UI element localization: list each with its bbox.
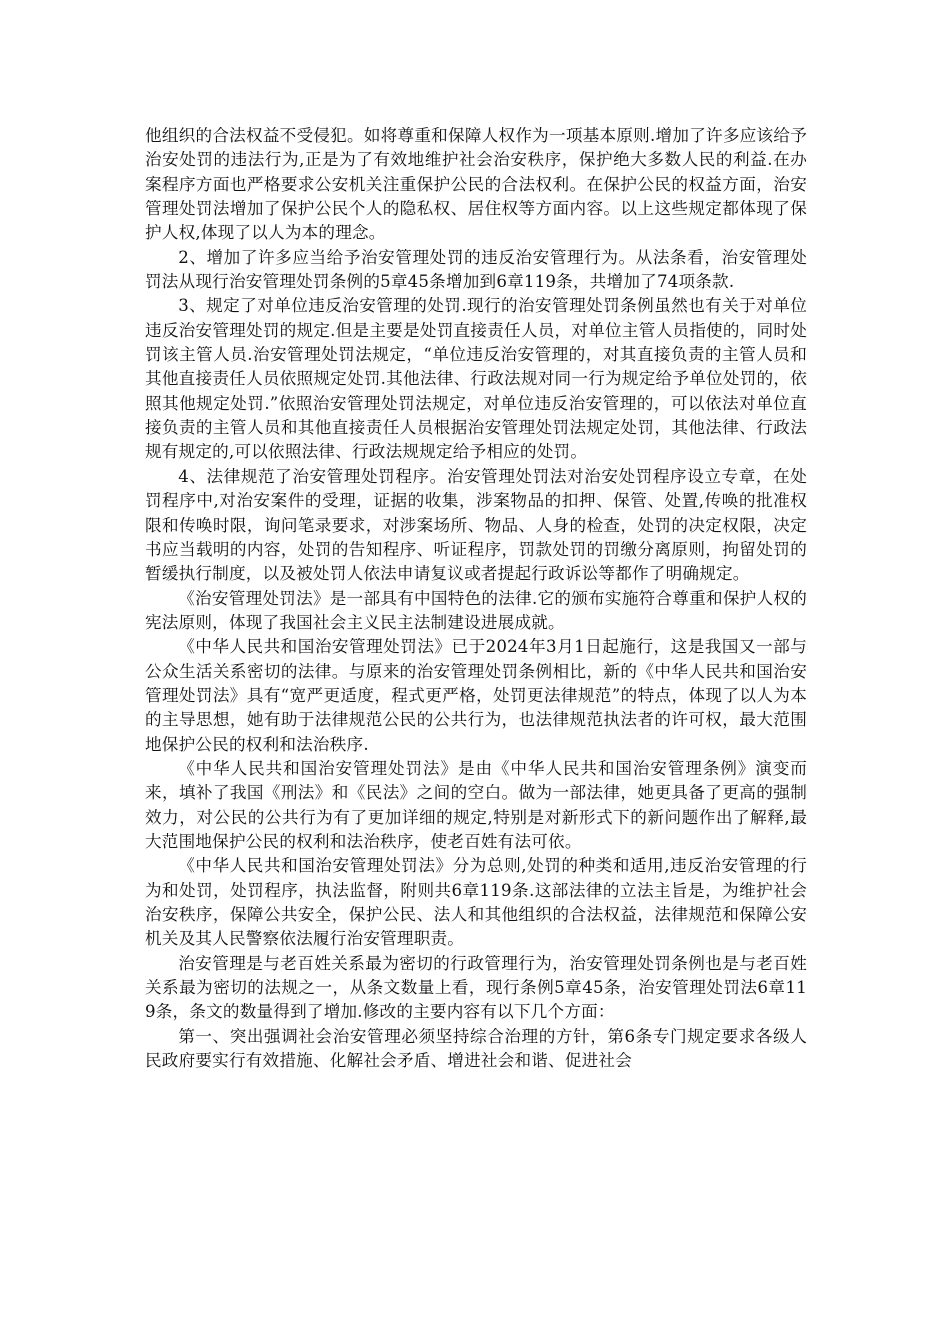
paragraph-5: 《治安管理处罚法》是一部具有中国特色的法律.它的颁布实施符合尊重和保护人权的宪法原则，体现了我国社会主义民主法制建设进展成就。	[145, 588, 807, 632]
paragraph-1: 他组织的合法权益不受侵犯。如将尊重和保障人权作为一项基本原则.增加了许多应该给予治安处罚的违法行为,正是为了有效地维护社会治安秩序，保护绝大多数人民的利益.在办案程序方面也严格要求公安机关注重保护公民的合法权利。在保护公民的权益方面，治安管理处罚法增加了保护公民个人的隐私权、居住权等方面内容。以上这些规定都体现了保护人权,体现了以人为本的理念。	[145, 126, 807, 243]
paragraph-3: 3、规定了对单位违反治安管理的处罚.现行的治安管理处罚条例虽然也有关于对单位违反治安管理处罚的规定.但是主要是处罚直接责任人员，对单位主管人员指使的，同时处罚该主管人员.治安管理处罚法规定，“单位违反治安管理的，对其直接负责的主管人员和其他直接责任人员依照规定处罚.其他法律、行政法规对同一行为规定给予单位处罚的，依照其他规定处罚.”依照治安管理处罚法规定，对单位违反治安管理的，可以依法对单位直接负责的主管人员和其他直接责任人员根据治安管理处罚法规定处罚，其他法律、行政法规有规定的,可以依照法律、行政法规规定给予相应的处罚。	[145, 296, 807, 462]
paragraph-10: 第一、突出强调社会治安管理必须坚持综合治理的方针，第6条专门规定要求各级人民政府要实行有效措施、化解社会矛盾、增进社会和谐、促进社会	[145, 1026, 807, 1071]
document-body	[145, 124, 807, 1073]
paragraph-4: 4、法律规范了治安管理处罚程序。治安管理处罚法对治安处罚程序设立专章，在处罚程序中,对治安案件的受理，证据的收集，涉案物品的扣押、保管、处置,传唤的批准权限和传唤时限，询问笔录要求，对涉案场所、物品、人身的检查，处罚的决定权限，决定书应当载明的内容，处罚的告知程序、听证程序，罚款处罚的罚缴分离原则，拘留处罚的暂缓执行制度，以及被处罚人依法申请复议或者提起行政诉讼等都作了明确规定。	[145, 466, 807, 584]
paragraph-6: 《中华人民共和国治安管理处罚法》已于2024年3月1日起施行，这是我国又一部与公众生活关系密切的法律。与原来的治安管理处罚条例相比，新的《中华人民共和国治安管理处罚法》具有“宽严更适度，程式更严格，处罚更法律规范”的特点，体现了以人为本的主导思想，她有助于法律规范公民的公共行为，也法律规范执法者的许可权，最大范围地保护公民的权利和法治秩序.	[145, 637, 807, 754]
paragraph-2: 2、增加了许多应当给予治安管理处罚的违反治安管理行为。从法条看，治安管理处罚法从现行治安管理处罚条例的5章45条增加到6章119条，共增加了74项条款.	[145, 247, 807, 292]
paragraph-9: 治安管理是与老百姓关系最为密切的行政管理行为，治安管理处罚条例也是与老百姓关系最为密切的法规之一，从条文数量上看，现行条例5章45条，治安管理处罚法6章119条，条文的数量得到了增加.修改的主要内容有以下几个方面：	[145, 953, 807, 1022]
paragraph-7: 《中华人民共和国治安管理处罚法》是由《中华人民共和国治安管理条例》演变而来，填补了我国《刑法》和《民法》之间的空白。做为一部法律，她更具备了更高的强制效力，对公民的公共行为有了更加详细的规定,特别是对新形式下的新问题作出了解释,最大范围地保护公民的权利和法治秩序，使老百姓有法可依。	[145, 758, 807, 851]
paragraph-8: 《中华人民共和国治安管理处罚法》分为总则,处罚的种类和适用,违反治安管理的行为和处罚，处罚程序，执法监督，附则共6章119条.这部法律的立法主旨是，为维护社会治安秩序，保障公共安全，保护公民、法人和其他组织的合法权益，法律规范和保障公安机关及其人民警察依法履行治安管理职责。	[145, 856, 807, 949]
